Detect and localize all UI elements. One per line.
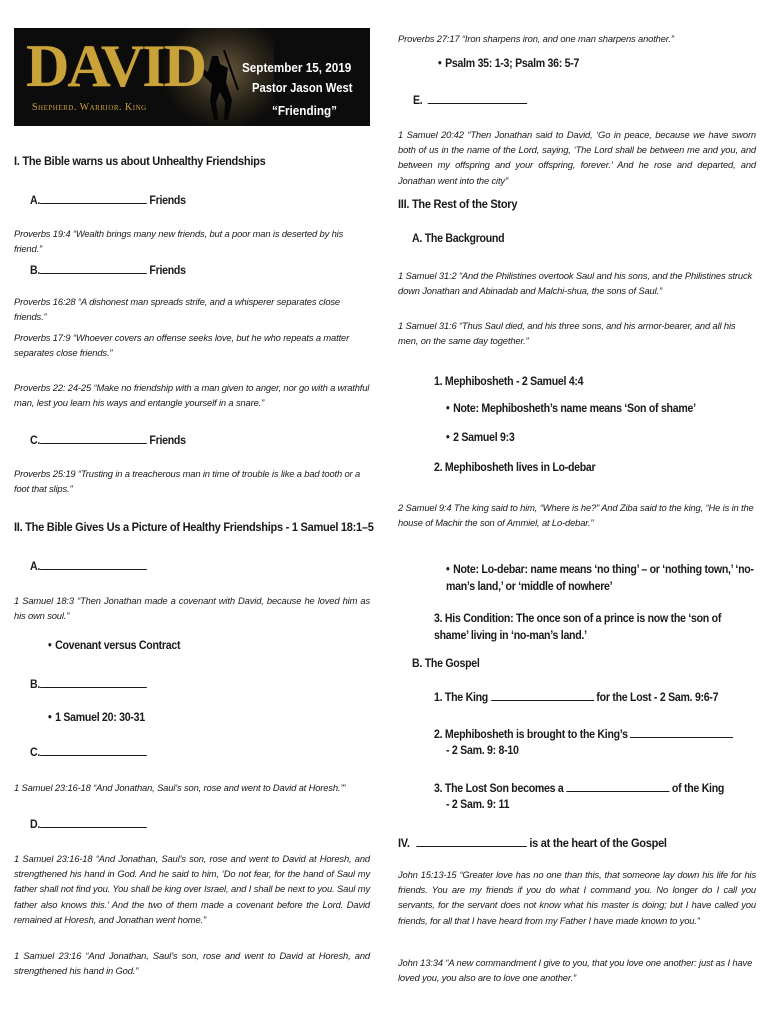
fill-in-blank <box>566 782 669 792</box>
bullet-2-samuel-9-3: • 2 Samuel 9:3 <box>446 432 514 444</box>
section-1-heading: I. The Bible warns us about Unhealthy Friendships <box>14 154 266 168</box>
blank-label: B. <box>30 265 41 277</box>
point-text: of the King <box>671 783 725 795</box>
blank-s2-b <box>30 678 147 691</box>
verse-1-samuel-31-6: 1 Samuel 31:6 “Thus Saul died, and his three sons, and his armor-bearer, and all his men, on the same day together.” <box>398 320 736 347</box>
fill-in-blank <box>428 94 527 104</box>
subheading-gospel: B. The Gospel <box>412 658 480 670</box>
verse-1-samuel-23-16-long: 1 Samuel 23:16-18 “And Jonathan, Saul’s son, rose and went to David at Horesh, and strengthened his hand in God. And he said to him, ‘Do not fear, for the hand of Saul my father shall not find you. You shall be king over Israel, and I shall be next to you. Saul my father also knows this.’ And the two of them made a covenant before the Lord. David remained at Horesh, and Jonathan went home.” <box>14 853 370 925</box>
blank-b-friends <box>30 264 186 277</box>
section-label: IV. <box>398 836 410 850</box>
gospel-point-2 <box>434 728 733 741</box>
bullet-mephibosheth-note: • Note: Mephibosheth’s name means ‘Son of shame’ <box>446 403 696 415</box>
blank-label: A. <box>30 561 41 573</box>
verse-2-samuel-9-4: 2 Samuel 9:4 The king said to him, “Where is he?” And Ziba said to the king, “He is in the house of Machir the son of Ammiel, at Lo-debar.” <box>398 502 754 529</box>
blank-s2-d <box>30 818 147 831</box>
sermon-date: September 15, 2019 <box>242 60 352 75</box>
blank-label: C. <box>30 747 41 759</box>
blank-a-friends <box>30 194 186 207</box>
section-2-heading: II. The Bible Gives Us a Picture of Healthy Friendships - 1 Samuel 18:1–5 <box>14 520 374 534</box>
gospel-point-1 <box>434 691 718 704</box>
blank-label: E. <box>413 95 423 107</box>
verse-proverbs-17-9: Proverbs 17:9 “Whoever covers an offense seeks love, but he who repeats a matter separates close friends.” <box>14 332 350 359</box>
fill-in-blank <box>40 746 147 756</box>
bullet-lodebar-note: • Note: Lo-debar: name means ‘no thing’ – or ‘nothing town,’ ‘no-man’s land,’ or ‘middle of nowhere’ <box>446 562 757 595</box>
bullet-psalm: • Psalm 35: 1-3; Psalm 36: 5-7 <box>438 58 579 70</box>
point-text: 1. The King <box>434 692 488 704</box>
verse-proverbs-27-17: Proverbs 27:17 “Iron sharpens iron, and one man sharpens another.” <box>398 33 674 44</box>
section-4-heading <box>398 836 667 850</box>
point-mephibosheth: 1. Mephibosheth - 2 Samuel 4:4 <box>434 376 584 388</box>
verse-proverbs-19-4: Proverbs 19:4 “Wealth brings many new friends, but a poor man is deserted by his friend.” <box>14 228 344 255</box>
gospel-point-3 <box>434 782 724 795</box>
fill-in-blank <box>40 264 147 274</box>
blank-suffix: Friends <box>149 195 186 207</box>
blank-suffix: Friends <box>149 265 186 277</box>
gospel-point-2-ref: - 2 Sam. 9: 8-10 <box>446 745 519 757</box>
logo-wordmark: DAVID <box>26 33 205 99</box>
section-3-heading: III. The Rest of the Story <box>398 197 518 211</box>
blank-suffix: Friends <box>149 435 186 447</box>
blank-label: B. <box>30 679 41 691</box>
verse-1-samuel-20-42: 1 Samuel 20:42 “Then Jonathan said to David, ‘Go in peace, because we have sworn both of us in the name of the Lord, saying, ‘The Lord shall be between me and you, and between my offspring and your offspring, forever.’ And he rose and departed, and Jonathan went into the city” <box>398 129 756 186</box>
fill-in-blank <box>40 560 147 570</box>
fill-in-blank <box>40 434 147 444</box>
bullet-covenant: • Covenant versus Contract <box>48 640 180 652</box>
bullet-1-samuel-20: • 1 Samuel 20: 30-31 <box>48 712 145 724</box>
fill-in-blank <box>491 691 594 701</box>
verse-1-samuel-23-16-short: 1 Samuel 23:16-18 “And Jonathan, Saul’s son, rose and went to David at Horesh.’” <box>14 782 346 793</box>
fill-in-blank <box>40 194 147 204</box>
fill-in-blank <box>630 728 733 738</box>
section-text: is at the heart of the Gospel <box>529 836 667 850</box>
fill-in-blank <box>40 818 147 828</box>
blank-s2-a <box>30 560 147 573</box>
sermon-title: “Friending” <box>272 103 337 118</box>
blank-e <box>413 94 527 107</box>
sermon-banner <box>14 28 370 126</box>
fill-in-blank <box>40 678 147 688</box>
pastor-name: Pastor Jason West <box>252 81 353 95</box>
point-condition: 3. His Condition: The once son of a prince is now the ‘son of shame’ living in ‘no-man’s land.’ <box>434 613 722 642</box>
subheading-background: A. The Background <box>412 233 505 245</box>
point-text: 3. The Lost Son becomes a <box>434 783 564 795</box>
fill-in-blank <box>416 837 526 847</box>
blank-c-friends <box>30 434 186 447</box>
logo-tagline: Shepherd. Warrior. King <box>32 102 147 113</box>
blank-s2-c <box>30 746 147 759</box>
blank-label: A. <box>30 195 41 207</box>
verse-1-samuel-23-16-end: 1 Samuel 23:16 “And Jonathan, Saul’s son, rose and went to David at Horesh, and strengthened his hand in God.” <box>14 950 370 977</box>
blank-label: C. <box>30 435 41 447</box>
point-lodebar: 2. Mephibosheth lives in Lo-debar <box>434 462 596 474</box>
verse-1-samuel-18-3: 1 Samuel 18:3 “Then Jonathan made a covenant with David, because he loved him as his own soul.” <box>14 595 370 622</box>
verse-john-15-13: John 15:13-15 “Greater love has no one than this, that someone lay down his life for his friends. You are my friends if you do what I command you. No longer do I call you servants, for the servant does not know what his master is doing; but I have called you friends, for all that I have heard from my Father I have made known to you.” <box>398 869 756 926</box>
gospel-point-3-ref: - 2 Sam. 9: 11 <box>446 799 510 811</box>
point-text: 2. Mephibosheth is brought to the King’s <box>434 729 628 741</box>
verse-john-13-34: John 13:34 “A new commandment I give to you, that you love one another: just as I have loved you, you also are to love one another.” <box>398 957 753 984</box>
verse-proverbs-22-24: Proverbs 22: 24-25 “Make no friendship with a man given to anger, nor go with a wrathful man, lest you learn his ways and entangle yourself in a snare.” <box>14 382 370 409</box>
verse-1-samuel-31-2: 1 Samuel 31:2 “And the Philistines overtook Saul and his sons, and the Philistines struck down Jonathan and Abinadab and Malchi-shua, the sons of Saul.” <box>398 270 753 297</box>
verse-proverbs-16-28: Proverbs 16:28 “A dishonest man spreads strife, and a whisperer separates close friends.” <box>14 296 340 323</box>
point-text: for the Lost - 2 Sam. 9:6-7 <box>596 692 719 704</box>
blank-label: D. <box>30 819 41 831</box>
verse-proverbs-25-19: Proverbs 25:19 “Trusting in a treacherous man in time of trouble is like a bad tooth or a foot that slips.” <box>14 468 361 495</box>
